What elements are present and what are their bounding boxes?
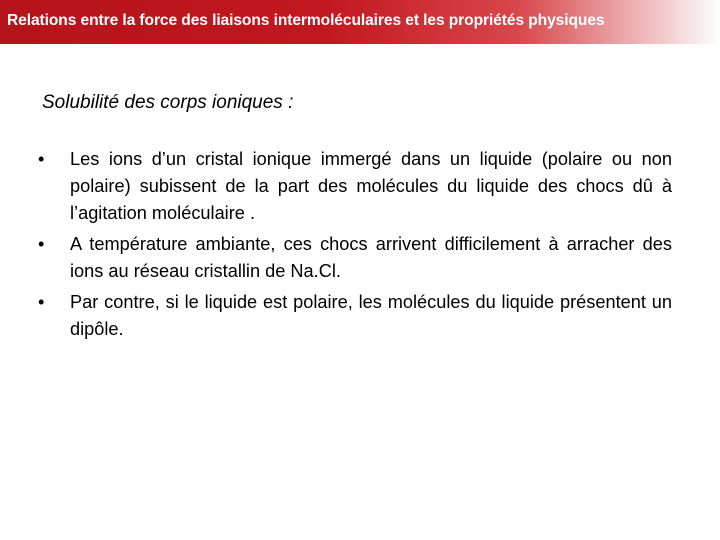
bullet-list	[38, 146, 672, 347]
title-bar	[0, 0, 720, 44]
bullet-text-3: Par contre, si le liquide est polaire, les molécules du liquide présentent un dipôle.	[70, 292, 672, 339]
bullet-text-1: Les ions d’un cristal ionique immergé dans un liquide (polaire ou non polaire) subissent de la part des molécules du liquide des chocs dû à l’agitation moléculaire .	[70, 149, 672, 223]
bullet-dot-icon: •	[38, 234, 45, 254]
bullet-dot-icon: •	[38, 292, 45, 312]
bullet-item-2	[38, 231, 672, 285]
bullet-text-2: A température ambiante, ces chocs arrivent difficilement à arracher des ions au réseau cristallin de Na.Cl.	[70, 234, 672, 281]
section-subtitle: Solubilité des corps ioniques :	[42, 92, 294, 113]
bullet-item-1	[38, 146, 672, 227]
bullet-item-3	[38, 289, 672, 343]
slide-title: Relations entre la force des liaisons intermoléculaires et les propriétés physiques	[7, 12, 605, 29]
bullet-dot-icon: •	[38, 149, 45, 169]
